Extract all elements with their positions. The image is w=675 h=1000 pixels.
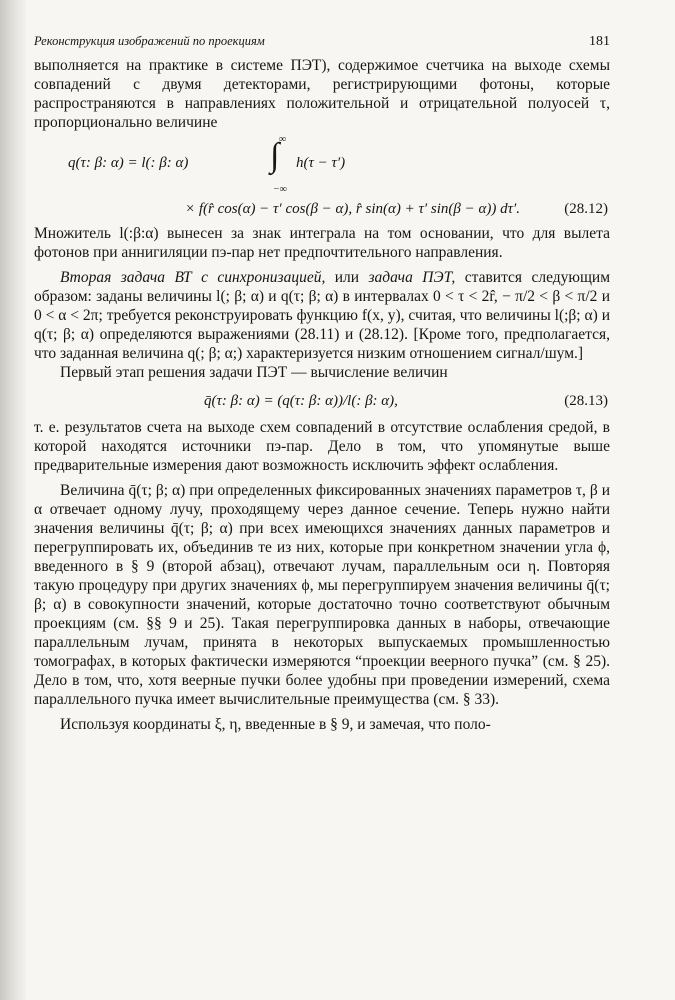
equation-28-13 (34, 388, 610, 418)
equation-lhs: q(τ: β: α) = l(: β: α) (68, 155, 189, 171)
paragraph-2: Множитель l(:β:α) вынесен за знак интеграла на том основании, что для вылета фотонов при аннигиляции пэ-пар нет предпочтительного направления. (34, 225, 610, 261)
equation-number: (28.12) (564, 201, 608, 217)
paragraph-3-text: ставится следующим образом: заданы величины l(; β; α) и q(τ; β; α) в интервалах 0 < τ < 2r̂, − π/2 < β < π/2 и 0 < α < 2π; требуется реконструировать функцию f(x, y), считая, что величины l(;β; α) и q(τ; β; α) определяются выражениями (28.11) и (28.12). [Кроме того, предполагается, что заданная величина q(; β; α;) характеризуется низким отношением сигнал/шум.] (34, 269, 610, 362)
running-header (34, 34, 610, 56)
integral-kernel: h(τ − τ′) (296, 155, 346, 171)
paragraph-3 (34, 268, 610, 363)
book-spine-shadow (0, 0, 26, 1000)
book-page (34, 34, 610, 734)
integral-lower-limit: −∞ (273, 184, 287, 195)
term-title: Вторая задача ВТ с синхронизацией, (60, 269, 326, 286)
equation-28-12-line-2 (34, 198, 610, 224)
running-title: Реконструкция изображений по проекциям (34, 34, 265, 48)
paragraph-1: выполняется на практике в системе ПЭТ), содержимое счетчика на выходе схемы совпадений с двумя детекторами, регистрирующими фотоны, которые распространяются в направлениях положительной и отрицательной полуосей τ, пропорционально величине (34, 57, 610, 131)
page-body (34, 56, 610, 734)
paragraph-4: Первый этап решения задачи ПЭТ — вычисление величин (60, 364, 448, 381)
term-title-2: задача ПЭТ, (368, 269, 456, 286)
integral-sign: ∫ (270, 137, 280, 174)
equation-body: q̄(τ: β: α) = (q(τ: β: α))/l(: β: α), (204, 393, 398, 409)
paragraph-7: Используя координаты ξ, η, введенные в § 9, и замечая, что поло- (60, 716, 491, 733)
equation-number: (28.13) (564, 393, 608, 409)
paragraph-6: Величина q̄(τ; β; α) при определенных фиксированных значениях параметров τ, β и α отвечает одному лучу, проходящему через данное сечение. Теперь нужно найти значения величины q̄(τ; β; α) при всех имеющихся значениях данных параметров и перегруппировать их, объединив те из них, которые при конкретном значении угла ϕ, введенного в § 9 (второй абзац), отвечают лучам, параллельным оси η. Повторяя такую процедуру при других значениях ϕ, мы перегруппируем значения величины q̄(τ; β; α) в совокупности значений, которые достаточно точно соответствуют обычным проекциям (см. §§ 9 и 25). Такая перегруппировка данных в наборы, отвечающие параллельным лучам, принята в некоторых выпускаемых промышленностью томографах, в которых фактически измеряются “проекции веерного пучка” (см. § 25). Дело в том, что, хотя веерные пучки более удобны при проведении измерений, схема параллельного пучка имеет вычислительные преимущества (см. § 33). (34, 482, 610, 708)
equation-integrand: × f(r̂ cos(α) − τ′ cos(β − α), r̂ sin(α) + τ′ sin(β − α)) dτ′. (184, 201, 520, 217)
conjunction: или (325, 269, 369, 286)
equation-28-12-line-1 (34, 136, 610, 198)
integral-upper-limit: ∞ (279, 134, 287, 145)
paragraph-5: т. е. результатов счета на выходе схем совпадений в отсутствие ослабления средой, в которой находятся источники пэ-пар. Дело в том, что упомянутые выше предварительные измерения дают возможность исключить эффект ослабления. (34, 419, 610, 474)
page-number: 181 (589, 34, 610, 49)
